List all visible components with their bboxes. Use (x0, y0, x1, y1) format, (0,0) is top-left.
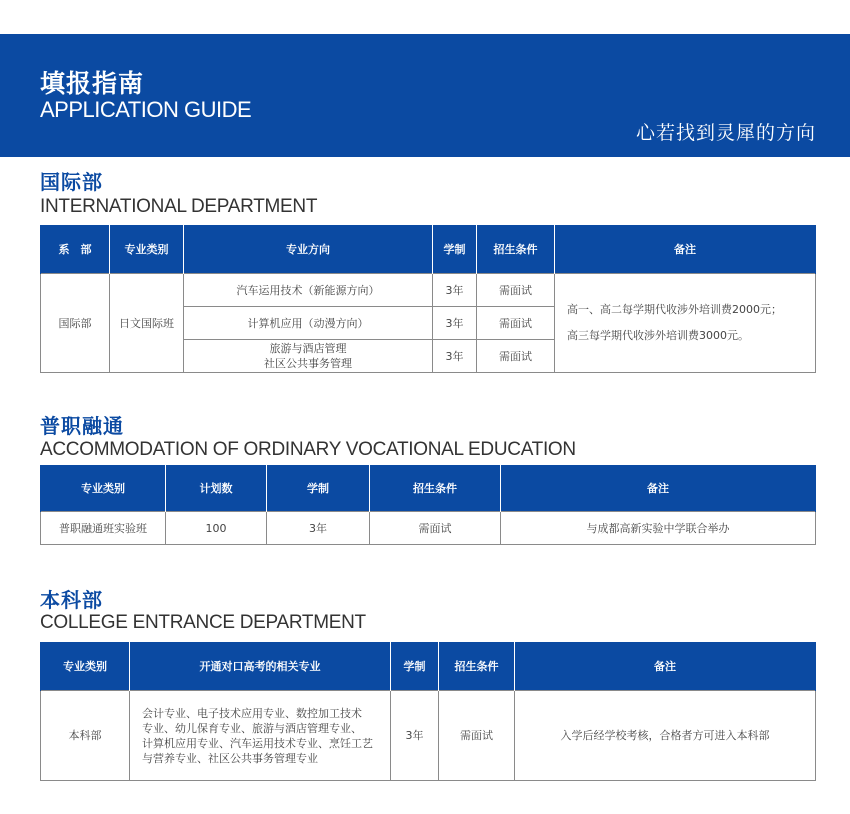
vocational-table (40, 465, 816, 545)
majors-line: 专业、幼儿保育专业、旅游与酒店管理专业、 (142, 721, 362, 735)
direction-cell: 汽车运用技术（新能源方向） (184, 274, 433, 307)
majors-line: 会计专业、电子技术应用专业、数控加工技术 (142, 706, 362, 720)
column-header: 招生条件 (370, 465, 501, 512)
table-row (41, 274, 816, 307)
column-header: 专业方向 (184, 225, 433, 274)
direction-line: 旅游与酒店管理 (269, 342, 347, 355)
category-cell: 普职融通班实验班 (41, 512, 166, 545)
note-line: 高三每学期代收涉外培训费3000元。 (567, 329, 749, 342)
table-header-row (41, 642, 816, 691)
condition-cell: 需面试 (370, 512, 501, 545)
page-title: 填报指南 (40, 69, 145, 98)
column-header: 备注 (555, 225, 816, 274)
section-subtitle-international: INTERNATIONAL DEPARTMENT (40, 196, 318, 217)
column-header: 招生条件 (477, 225, 555, 274)
column-header: 专业类别 (110, 225, 184, 274)
section-title-international: 国际部 (40, 170, 103, 194)
majors-line: 计算机应用专业、汽车运用技术专业、烹饪工艺 (142, 736, 373, 750)
majors-cell (130, 691, 391, 781)
condition-cell: 需面试 (477, 274, 555, 307)
college-table (40, 642, 816, 781)
column-header: 计划数 (166, 465, 267, 512)
column-header: 学制 (433, 225, 477, 274)
note-cell: 入学后经学校考核，合格者方可进入本科部 (515, 691, 816, 781)
note-line: 高一、高二每学期代收涉外培训费2000元； (567, 303, 782, 316)
years-cell: 3年 (267, 512, 370, 545)
column-header: 开通对口高考的相关专业 (130, 642, 391, 691)
note-cell (555, 274, 816, 373)
section-title-college: 本科部 (40, 588, 103, 612)
majors-line: 与营养专业、社区公共事务管理专业 (142, 751, 318, 765)
slogan: 心若找到灵犀的方向 (635, 122, 816, 144)
table-header-row (41, 225, 816, 274)
direction-cell: 计算机应用（动漫方向） (184, 307, 433, 340)
page-title-en: APPLICATION GUIDE (40, 97, 252, 122)
category-cell: 日文国际班 (110, 274, 184, 373)
direction-cell (184, 340, 433, 373)
years-cell: 3年 (433, 340, 477, 373)
direction-line: 社区公共事务管理 (264, 357, 352, 370)
section-title-vocational: 普职融通 (40, 414, 124, 438)
note-cell: 与成都高新实验中学联合举办 (501, 512, 816, 545)
condition-cell: 需面试 (477, 307, 555, 340)
column-header: 专业类别 (41, 465, 166, 512)
section-subtitle-vocational: ACCOMMODATION OF ORDINARY VOCATIONAL EDUCATION (40, 439, 576, 460)
table-row (41, 691, 816, 781)
condition-cell: 需面试 (439, 691, 515, 781)
condition-cell: 需面试 (477, 340, 555, 373)
header-banner (0, 34, 850, 157)
column-header: 招生条件 (439, 642, 515, 691)
category-cell: 本科部 (41, 691, 130, 781)
plan-cell: 100 (166, 512, 267, 545)
table-row (41, 512, 816, 545)
column-header: 学制 (391, 642, 439, 691)
column-header: 学制 (267, 465, 370, 512)
years-cell: 3年 (433, 274, 477, 307)
column-header: 专业类别 (41, 642, 130, 691)
column-header: 备注 (515, 642, 816, 691)
table-header-row (41, 465, 816, 512)
section-subtitle-college: COLLEGE ENTRANCE DEPARTMENT (40, 612, 366, 633)
years-cell: 3年 (391, 691, 439, 781)
department-cell: 国际部 (41, 274, 110, 373)
years-cell: 3年 (433, 307, 477, 340)
column-header: 备注 (501, 465, 816, 512)
column-header: 系 部 (41, 225, 110, 274)
international-table (40, 225, 816, 373)
